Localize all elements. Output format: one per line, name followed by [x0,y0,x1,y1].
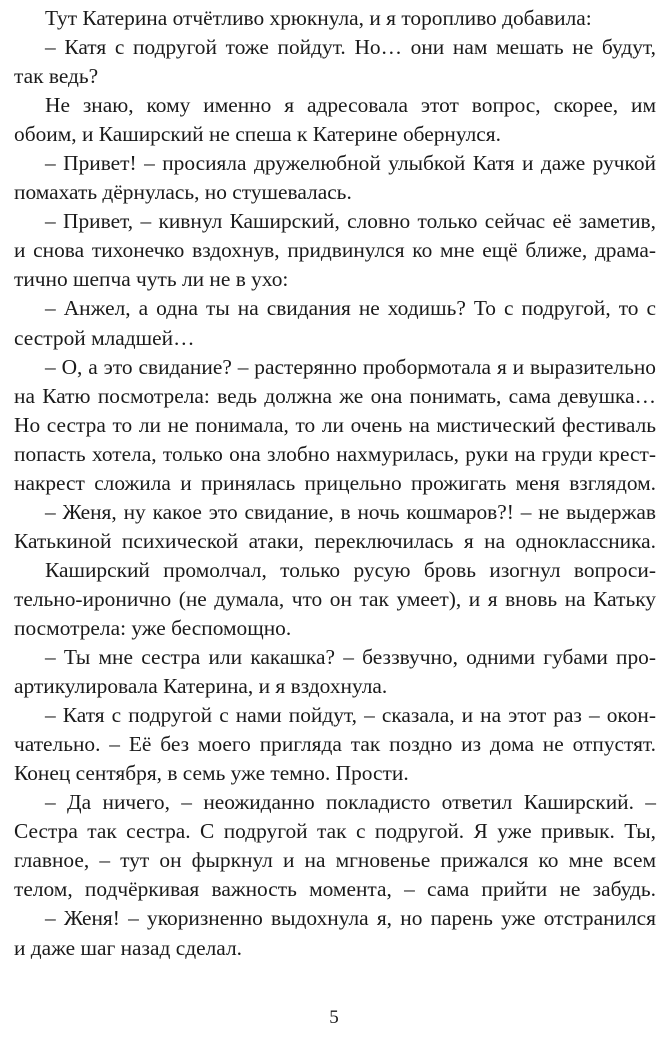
text-line: чательно. – Её без моего пригляда так поздно из дома не отпустят. [14,732,656,757]
text-line: помахать дёрнулась, но стушевалась. [14,180,352,205]
text-line: – Катя с подругой тоже пойдут. Но… они нам мешать не будут, [45,35,656,60]
text-line: тельно-иронично (не думала, что он так умеет), и я вновь на Катьку [14,586,656,611]
text-line: Не знаю, кому именно я адресовала этот вопрос, скорее, им [45,93,656,118]
text-line: – О, а это свидание? – растерянно пробормотала я и выразительно [45,354,656,379]
body-text [14,4,656,963]
text-line: – Привет, – кивнул Каширский, словно только сейчас её заметив, [45,209,656,234]
text-line: Катькиной психической атаки, переключилась я на одноклассника. [14,528,656,553]
text-line: – Женя! – укоризненно выдохнула я, но парень уже отстранился [45,906,656,931]
text-line: Конец сентября, в семь уже темно. Прости. [14,761,409,786]
text-line: обоим, и Каширский не спеша к Катерине обернулся. [14,122,501,147]
text-line: – Анжел, а одна ты на свидания не ходишь? То с подругой, то с [45,296,656,321]
text-line: телом, подчёркивая важность момента, – сама прийти не забудь. [14,877,656,902]
text-line: – Женя, ну какое это свидание, в ночь кошмаров?! – не выдержав [45,499,656,524]
text-line: – Катя с подругой с нами пойдут, – сказала, и на этот раз – окон- [45,703,656,728]
text-line: главное, – тут он фыркнул и на мгновенье прижался ко мне всем [14,848,656,873]
text-line: и снова тихонечко вздохнув, придвинулся ко мне ещё ближе, драма- [14,238,656,263]
text-line: посмотрела: уже беспомощно. [14,615,292,640]
text-line: – Ты мне сестра или какашка? – беззвучно, одними губами про- [45,645,656,670]
text-line: попасть хотела, только она злобно нахмурилась, руки на груди крест- [14,441,656,466]
text-line: и даже шаг назад сделал. [14,935,242,960]
text-line: сестрой младшей… [14,325,195,350]
page-number: 5 [329,1007,339,1028]
text-line: Но сестра то ли не понимала, то ли очень на мистический фестиваль [14,412,656,437]
text-line: Каширский промолчал, только русую бровь изогнул вопроси- [45,557,656,582]
text-line: Сестра так сестра. С подругой так с подругой. Я уже привык. Ты, [14,819,656,844]
text-line: Тут Катерина отчётливо хрюкнула, и я торопливо добавила: [45,6,592,30]
text-line: накрест сложила и принялась прицельно прожигать меня взглядом. [14,470,656,495]
text-line: так ведь? [14,64,99,89]
text-line: на Катю посмотрела: ведь должна же она понимать, сама девушка… [14,383,656,408]
text-line: – Привет! – просияла дружелюбной улыбкой Катя и даже ручкой [45,151,656,176]
text-line: артикулировала Катерина, и я вздохнула. [14,674,388,699]
text-line: – Да ничего, – неожиданно покладисто ответил Каширский. – [45,790,656,815]
text-line: тично шепча чуть ли не в ухо: [14,267,289,292]
